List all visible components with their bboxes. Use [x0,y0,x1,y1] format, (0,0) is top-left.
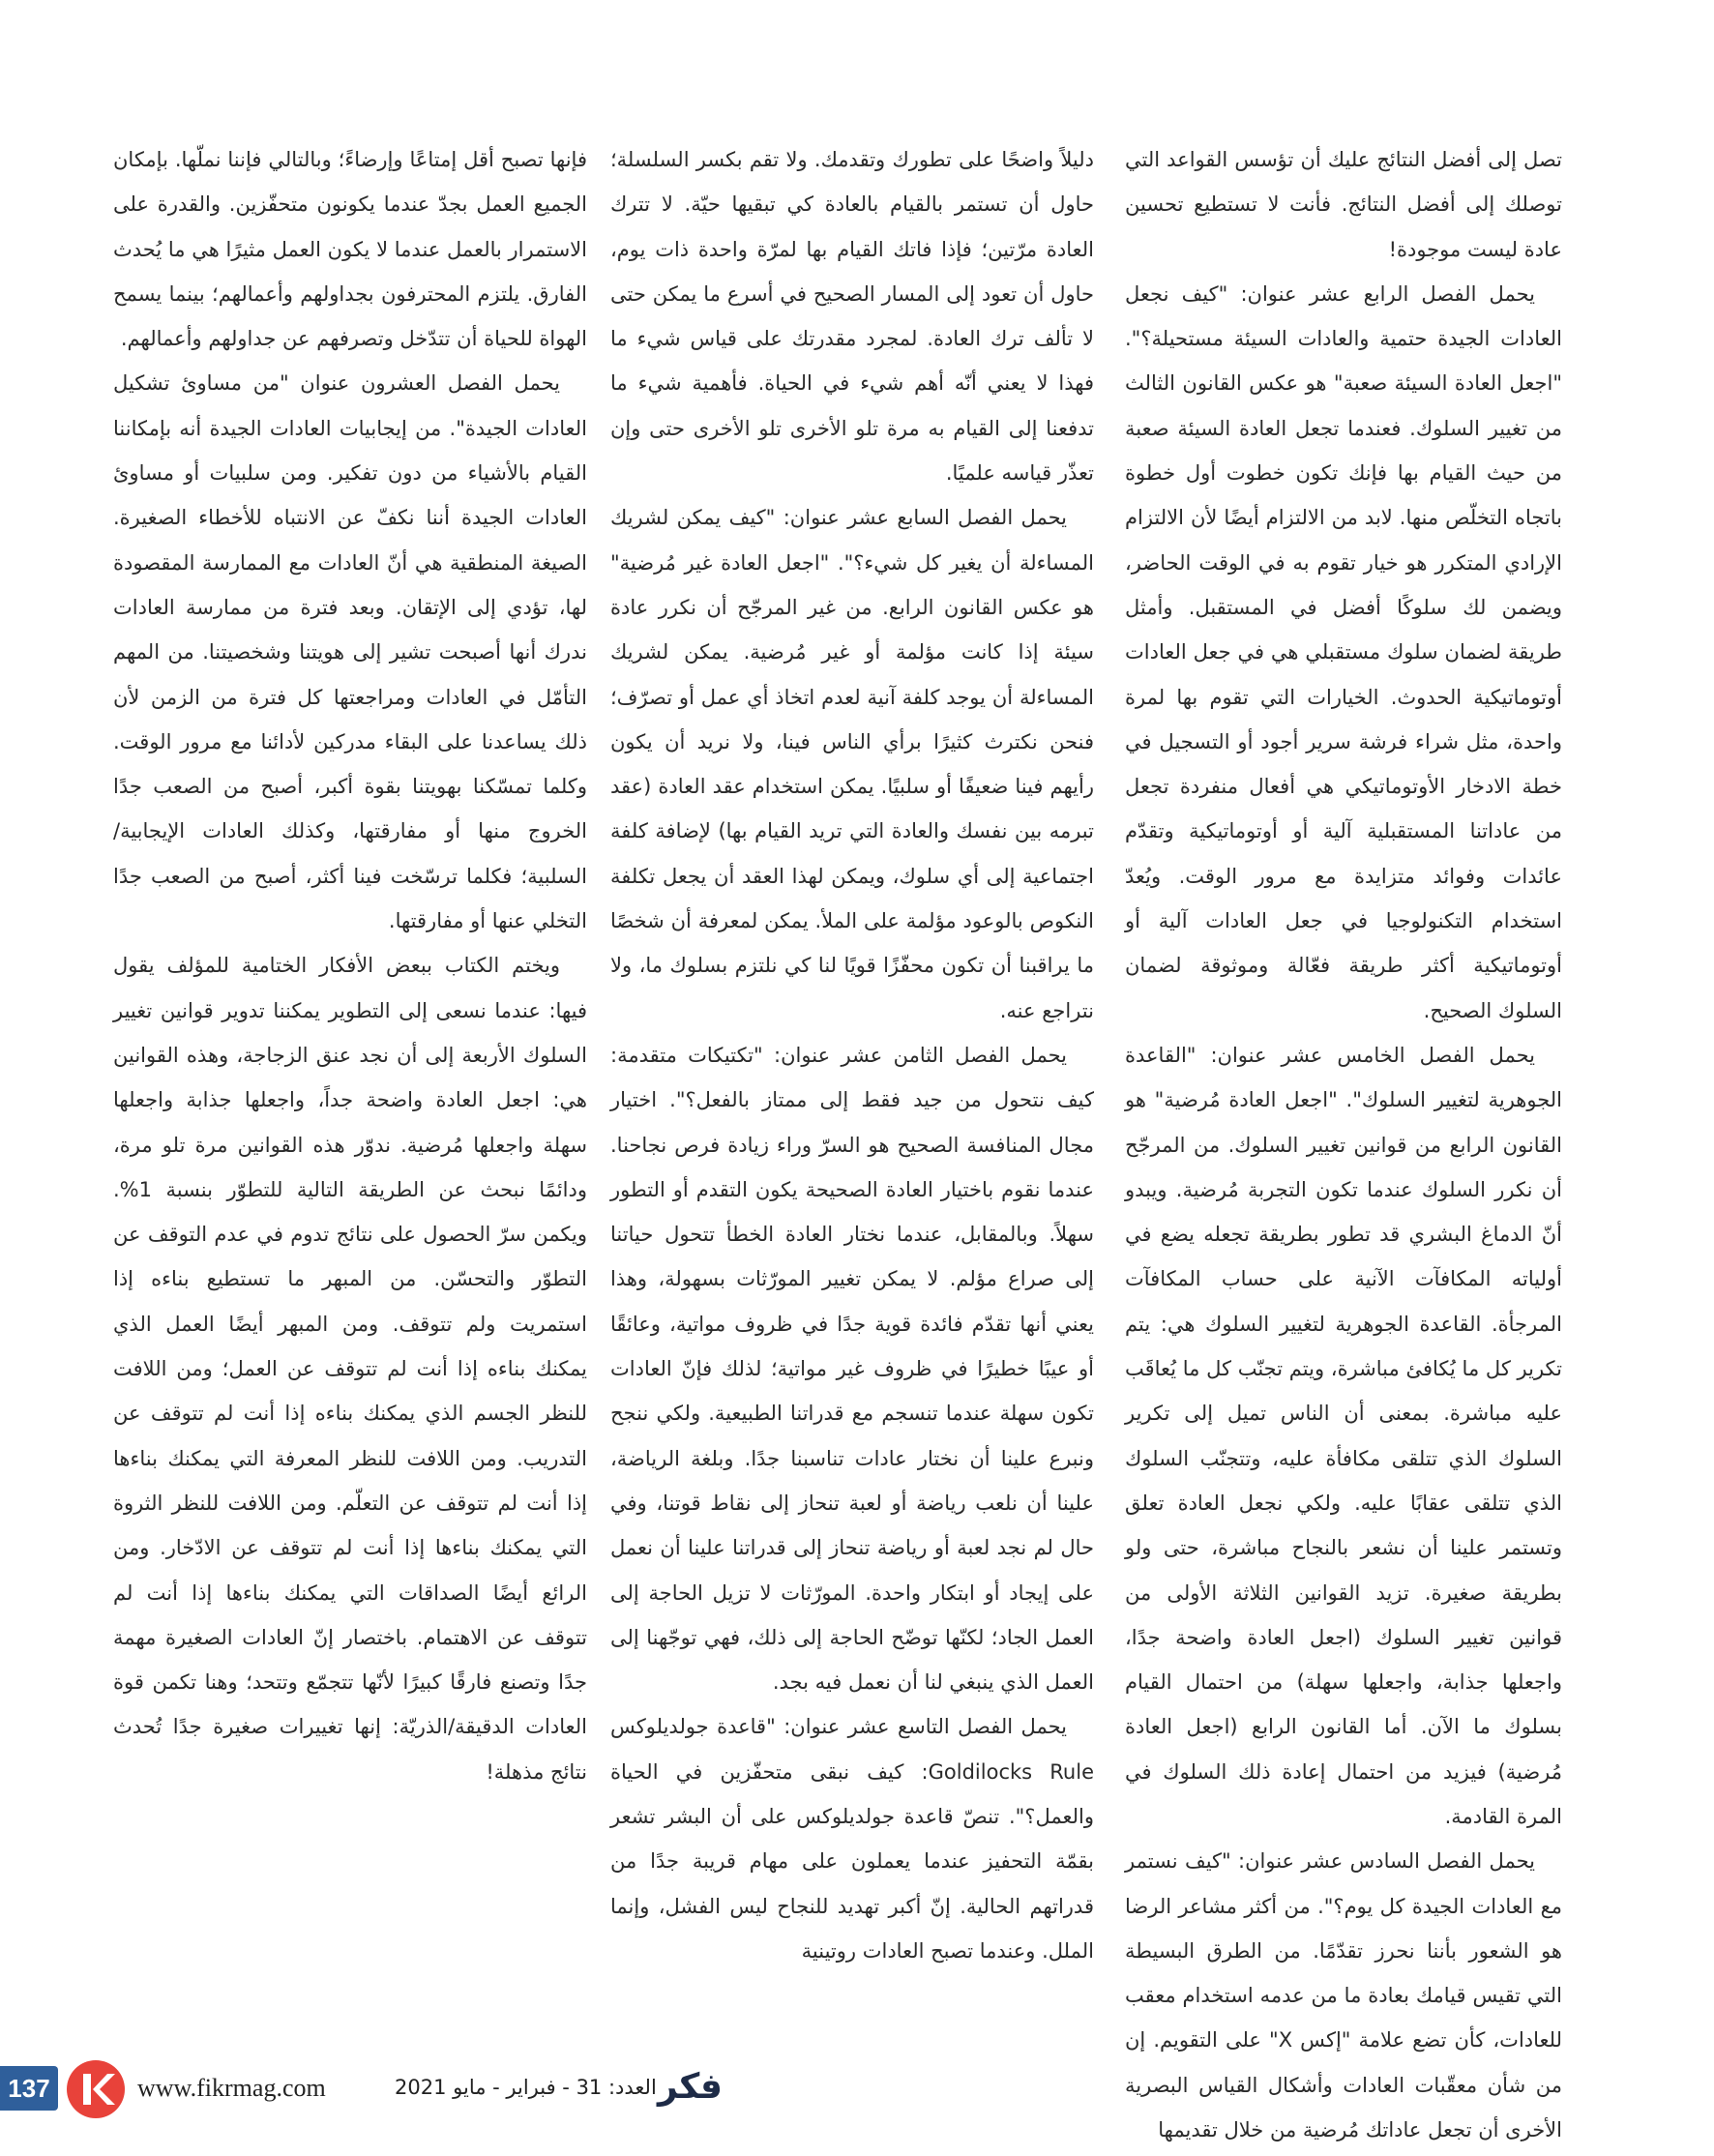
paragraph: يحمل الفصل السادس عشر عنوان: "كيف نستمر مع العادات الجيدة كل يوم؟". من أكثر مشاعر الرضا هو الشعور بأننا نحرز تقدّمًا. من الطرق البسيطة التي تقيس قيامك بعادة ما من عدمه استخدام معقب للعادات، كأن تضع علامة "إكس X" على التقويم. إن من شأن معقّبات العادات وأشكال القياس البصرية الأخرى أن تجعل عاداتك مُرضية من خلال تقديمها [1125,1849,1563,2142]
paragraph: ويختم الكتاب ببعض الأفكار الختامية للمؤلف يقول فيها: عندما نسعى إلى التطوير يمكننا تدوير قوانين تغيير السلوك الأربعة إلى أن نجد عنق الزجاجة، وهذه القوانين هي: اجعل العادة واضحة جداً، واجعلها جذابة واجعلها سهلة واجعلها مُرضية. ندوّر هذه القوانين مرة تلو مرة، ودائمًا نبحث عن الطريقة التالية للتطوّر بنسبة 1%. ويكمن سرّ الحصول على نتائج تدوم في عدم التوقف عن التطوّر والتحسّن. من المبهر ما تستطيع بناءه إذا استمريت ولم تتوقف. ومن المبهر أيضًا العمل الذي يمكنك بناءه إذا أنت لم تتوقف عن العمل؛ ومن اللافت للنظر الجسم الذي يمكنك بناءه إذا أنت لم تتوقف عن التدريب. ومن اللافت للنظر المعرفة التي يمكنك بناءها إذا أنت لم تتوقف عن التعلّم. ومن اللافت للنظر الثروة التي يمكنك بناءها إذا أنت لم تتوقف عن الادّخار. ومن الرائع أيضًا الصداقات التي يمكنك بناءها إذا أنت لم تتوقف عن الاهتمام. باختصار إنّ العادات الصغيرة مهمة جدًا وتصنع فارقًا كبيرًا لأنّها تتجمّع وتتحد؛ وهنا تكمن قوة العادات الدقيقة/الذريّة: إنها تغييرات صغيرة جدًا تُحدث نتائج مذهلة! [113,954,587,1784]
paragraph: يحمل الفصل العشرون عنوان "من مساوئ تشكيل العادات الجيدة". من إيجابيات العادات الجيدة أنه بإمكاننا القيام بالأشياء من دون تفكير. ومن سلبيات أو مساوئ العادات الجيدة أننا نكفّ عن الانتباه للأخطاء الصغيرة. الصيغة المنطقية هي أنّ العادات مع الممارسة المقصودة لها، تؤدي إلى الإتقان. وبعد فترة من ممارسة العادات ندرك أنها أصبحت تشير إلى هويتنا وشخصيتنا. من المهم التأمّل في العادات ومراجعتها كل فترة من الزمن لأن ذلك يساعدنا على البقاء مدركين لأدائنا مع مرور الوقت. وكلما تمسّكنا بهويتنا بقوة أكبر، أصبح من الصعب جدًا الخروج منها أو مفارقتها، وكذلك العادات الإيجابية/السلبية؛ فكلما ترسّخت فينا أكثر، أصبح من الصعب جدًا التخلي عنها أو مفارقتها. [113,371,587,933]
magazine-name: فكر [658,2067,723,2107]
paragraph: تصل إلى أفضل النتائج عليك أن تؤسس القواعد التي توصلك إلى أفضل النتائج. فأنت لا تستطيع تحسين عادة ليست موجودة! [1125,148,1562,261]
issue-info: العدد: 31 - فبراير - مايو 2021 [395,2076,657,2099]
paragraph: فإنها تصبح أقل إمتاعًا وإرضاءً؛ وبالتالي فإننا نملّها. بإمكان الجميع العمل بجدّ عندما يكونون متحفّزين. والقدرة على الاستمرار بالعمل عندما لا يكون العمل مثيرًا هي ما يُحدث الفارق. يلتزم المحترفون بجداولهم وأعمالهم؛ بينما يسمح الهواة للحياة أن تتدّخل وتصرفهم عن جداولهم وأعمالهم. [113,148,587,351]
page-footer [0,2058,1714,2126]
paragraph: يحمل الفصل التاسع عشر عنوان: "قاعدة جولديلوكس Goldilocks Rule: كيف نبقى متحفّزين في الحياة والعمل؟". تنصّ قاعدة جولديلوكس على أن البشر تشعر بقمّة التحفيز عندما يعملون على مهام قريبة جدًا من قدراتهم الحالية. إنّ أكبر تهديد للنجاح ليس الفشل، وإنما الملل. وعندما تصبح العادات روتينية [610,1715,1094,1963]
paragraph: يحمل الفصل السابع عشر عنوان: "كيف يمكن لشريك المساءلة أن يغير كل شيء؟". "اجعل العادة غير مُرضية" هو عكس القانون الرابع. من غير المرجّح أن نكرر عادة سيئة إذا كانت مؤلمة أو غير مُرضية. يمكن لشريك المساءلة أن يوجد كلفة آنية لعدم اتخاذ أي عمل أو تصرّف؛ فنحن نكترث كثيرًا برأي الناس فينا، ولا نريد أن يكون رأيهم فينا ضعيفًا أو سلبيًا. يمكن استخدام عقد العادة (عقد تبرمه بين نفسك والعادة التي تريد القيام بها) لإضافة كلفة اجتماعية إلى أي سلوك، ويمكن لهذا العقد أن يجعل تكلفة النكوص بالوعود مؤلمة على الملأ. يمكن لمعرفة أن شخصًا ما يراقبنا أن تكون محفّزًا قويًا لنا كي نلتزم بسلوك ما، ولا نتراجع عنه. [610,506,1094,1022]
article-column-right [1125,137,1563,2142]
page-number: 137 [0,2066,58,2111]
magazine-logo-icon [67,2060,125,2118]
article-column-middle [610,137,1094,2023]
paragraph: يحمل الفصل الثامن عشر عنوان: "تكتيكات متقدمة: كيف نتحول من جيد فقط إلى ممتاز بالفعل؟". اختيار مجال المنافسة الصحيح هو السرّ وراء زيادة فرص نجاحنا. عندما نقوم باختيار العادة الصحيحة يكون التقدم أو التطور سهلاً. وبالمقابل، عندما نختار العادة الخطأ تتحول حياتنا إلى صراع مؤلم. لا يمكن تغيير المورّثات بسهولة، وهذا يعني أنها تقدّم فائدة قوية جدًا في ظروف مواتية، وعائقًا أو عيبًا خطيرًا في ظروف غير مواتية؛ لذلك فإنّ العادات تكون سهلة عندما تنسجم مع قدراتنا الطبيعية. ولكي ننجح ونبرع علينا أن نختار عادات تناسبنا جدًا. وبلغة الرياضة، علينا أن نلعب رياضة أو لعبة تنحاز إلى نقاط قوتنا، وفي حال لم نجد لعبة أو رياضة تنحاز إلى قدراتنا علينا أن نعمل على إيجاد أو ابتكار واحدة. المورّثات لا تزيل الحاجة إلى العمل الجاد؛ لكنّها توضّح الحاجة إلى ذلك، فهي توجّهنا إلى العمل الذي ينبغي لنا أن نعمل فيه بجد. [610,1043,1094,1695]
paragraph: دليلاً واضحًا على تطورك وتقدمك. ولا تقم بكسر السلسلة؛ حاول أن تستمر بالقيام بالعادة كي تبقيها حيّة. لا تترك العادة مرّتين؛ فإذا فاتك القيام بها لمرّة واحدة ذات يوم، حاول أن تعود إلى المسار الصحيح في أسرع ما يمكن حتى لا تألف ترك العادة. لمجرد مقدرتك على قياس شيء ما فهذا لا يعني أنّه أهم شيء في الحياة. فأهمية شيء ما تدفعنا إلى القيام به مرة تلو الأخرى تلو الأخرى حتى وإن تعذّر قياسه علميًا. [610,148,1094,486]
website-url[interactable]: www.fikrmag.com [137,2074,326,2102]
paragraph: يحمل الفصل الرابع عشر عنوان: "كيف نجعل العادات الجيدة حتمية والعادات السيئة مستحيلة؟". "اجعل العادة السيئة صعبة" هو عكس القانون الثالث من تغيير السلوك. فعندما تجعل العادة السيئة صعبة من حيث القيام بها فإنك تكون خطوت أول خطوة باتجاه التخلّص منها. لابد من الالتزام أيضًا لأن الالتزام الإرادي المتكرر هو خيار تقوم به في الوقت الحاضر، ويضمن لك سلوكًا أفضل في المستقبل. وأمثل طريقة لضمان سلوك مستقبلي هي في جعل العادات أوتوماتيكية الحدوث. الخيارات التي تقوم بها لمرة واحدة، مثل شراء فرشة سرير أجود أو التسجيل في خطة الادخار الأوتوماتيكي هي أفعال منفردة تجعل من عاداتنا المستقبلية آلية أو أوتوماتيكية وتقدّم عائدات وفوائد متزايدة مع مرور الوقت. ويُعدّ استخدام التكنولوجيا في جعل العادات آلية أو أوتوماتيكية أكثر طريقة فعّالة وموثوقة لضمان السلوك الصحيح. [1125,281,1562,1022]
paragraph: يحمل الفصل الخامس عشر عنوان: "القاعدة الجوهرية لتغيير السلوك". "اجعل العادة مُرضية" هو القانون الرابع من قوانين تغيير السلوك. من المرجّح أن نكرر السلوك عندما تكون التجربة مُرضية. ويبدو أنّ الدماغ البشري قد تطور بطريقة تجعله يضع في أولياته المكافآت الآنية على حساب المكافآت المرجأة. القاعدة الجوهرية لتغيير السلوك هي: يتم تكرير كل ما يُكافئ مباشرة، ويتم تجنّب كل ما يُعاقَب عليه مباشرة. بمعنى أن الناس تميل إلى تكرير السلوك الذي تتلقى مكافأة عليه، وتتجنّب السلوك الذي تتلقى عقابًا عليه. ولكي نجعل العادة تعلق وتستمر علينا أن نشعر بالنجاح مباشرة، حتى ولو بطريقة صغيرة. تزيد القوانين الثلاثة الأولى من قوانين تغيير السلوك (اجعل العادة واضحة جدًا، واجعلها جذابة، واجعلها سهلة) من احتمال القيام بسلوك ما الآن. أما القانون الرابع (اجعل العادة مُرضية) فيزيد من احتمال إعادة ذلك السلوك في المرة القادمة. [1125,1043,1562,1828]
article-column-left [113,137,587,2023]
